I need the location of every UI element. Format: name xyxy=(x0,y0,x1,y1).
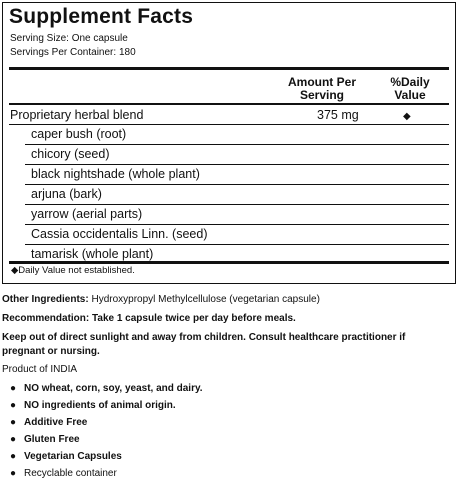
warning-line-1: Keep out of direct sunlight and away from children. Consult healthcare practitioner if xyxy=(2,332,406,343)
sub-ingredient: chicory (seed) xyxy=(31,147,110,161)
ingredient-main-amount: 375 mg xyxy=(317,108,359,122)
servings-per-container: Servings Per Container: 180 xyxy=(10,47,136,58)
facts-title: Supplement Facts xyxy=(9,5,194,28)
thick-rule-header xyxy=(9,103,449,105)
sub-ingredient: arjuna (bark) xyxy=(31,187,102,201)
bullet-icon: ● xyxy=(10,383,17,394)
thick-rule-top xyxy=(9,67,449,70)
warning-line-2: pregnant or nursing. xyxy=(2,346,100,357)
list-item: ● NO wheat, corn, soy, yeast, and dairy. xyxy=(10,380,203,397)
feature-list xyxy=(10,380,203,482)
ingredient-main-dv: ◆ xyxy=(403,111,411,122)
product-origin: Product of INDIA xyxy=(2,364,78,375)
row-divider xyxy=(25,244,449,245)
list-item: ● Vegetarian Capsules xyxy=(10,448,203,465)
bullet-icon: ● xyxy=(10,468,17,479)
thick-rule-bottom xyxy=(9,261,449,264)
serving-size: Serving Size: One capsule xyxy=(10,33,128,44)
daily-value-footnote: ◆Daily Value not established. xyxy=(11,265,135,276)
sub-ingredient: Cassia occidentalis Linn. (seed) xyxy=(31,227,208,241)
row-divider xyxy=(25,204,449,205)
ingredient-main-name: Proprietary herbal blend xyxy=(10,108,144,122)
other-ingredients xyxy=(2,293,456,307)
list-item: ● Additive Free xyxy=(10,414,203,431)
row-divider xyxy=(25,224,449,225)
list-item: ● Recyclable container xyxy=(10,465,203,482)
sub-ingredient: black nightshade (whole plant) xyxy=(31,167,200,181)
sub-ingredient: tamarisk (whole plant) xyxy=(31,247,154,261)
other-ingredients-label: Other Ingredients: xyxy=(2,294,89,305)
daily-value-header: %Daily Value xyxy=(390,75,430,102)
list-item: ● Gluten Free xyxy=(10,431,203,448)
bullet-icon: ● xyxy=(10,417,17,428)
recommendation: Recommendation: Take 1 capsule twice per day before meals. xyxy=(2,313,296,324)
row-divider xyxy=(25,164,449,165)
bullet-icon: ● xyxy=(10,434,17,445)
list-item: ● NO ingredients of animal origin. xyxy=(10,397,203,414)
row-divider xyxy=(25,184,449,185)
sub-ingredient: caper bush (root) xyxy=(31,127,127,141)
amount-per-serving-header: Amount Per Serving xyxy=(287,75,356,102)
row-divider xyxy=(25,144,449,145)
other-ingredients-value: Hydroxypropyl Methylcellulose (vegetarian capsule) xyxy=(88,294,320,305)
row-divider xyxy=(9,124,449,125)
bullet-icon: ● xyxy=(10,451,17,462)
sub-ingredient: yarrow (aerial parts) xyxy=(31,207,143,221)
supplement-facts-panel xyxy=(2,2,456,284)
bullet-icon: ● xyxy=(10,400,17,411)
